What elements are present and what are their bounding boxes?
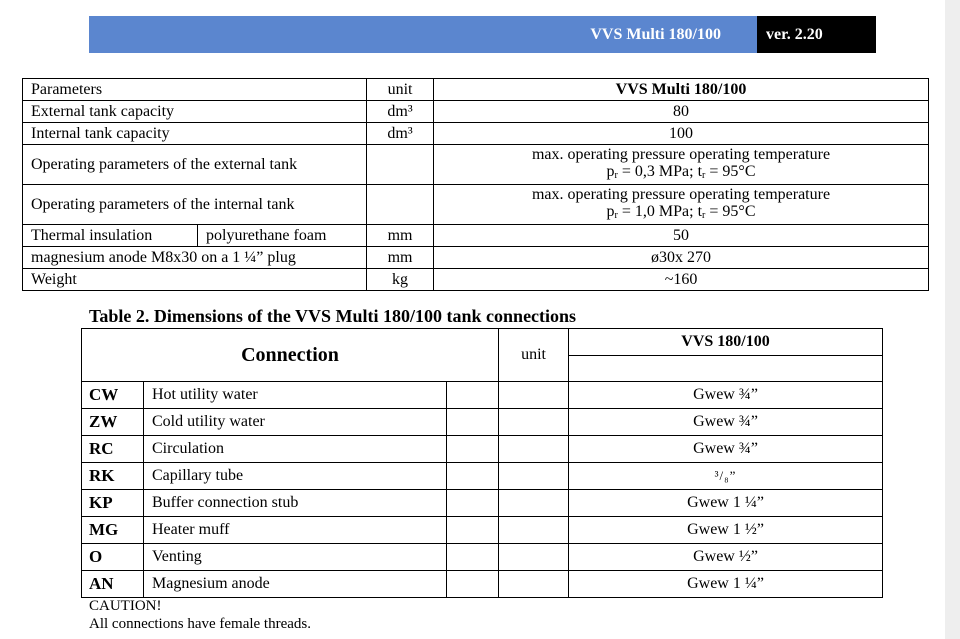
parameter-name: Thermal insulation	[23, 225, 198, 247]
table-row	[82, 571, 883, 598]
parameter-value: 50	[434, 225, 929, 247]
table-row	[82, 382, 883, 409]
model-header-blank	[569, 356, 883, 382]
table-row	[82, 436, 883, 463]
parameter-value	[434, 145, 929, 185]
parameter-name: magnesium anode M8x30 on a 1 ¼” plug	[23, 247, 367, 269]
table-row	[82, 544, 883, 571]
table-row	[82, 409, 883, 436]
table-row	[82, 463, 883, 490]
connection-name: Heater muff	[144, 517, 447, 544]
connection-size: Gwew ¾”	[569, 436, 883, 463]
parameter-unit: mm	[367, 225, 434, 247]
parameter-unit: kg	[367, 269, 434, 291]
connection-name: Capillary tube	[144, 463, 447, 490]
connection-size: Gwew 1 ¼”	[569, 490, 883, 517]
connection-code: KP	[82, 490, 144, 517]
table-row	[23, 123, 929, 145]
table-row	[82, 490, 883, 517]
connection-code: RC	[82, 436, 144, 463]
parameter-unit: mm	[367, 247, 434, 269]
page-edge	[945, 0, 960, 639]
table-row	[23, 247, 929, 269]
connection-size: Gwew ¾”	[569, 409, 883, 436]
connections-table	[81, 328, 883, 598]
caution-title: CAUTION!	[89, 598, 162, 614]
table-row	[23, 101, 929, 123]
parameter-name: Operating parameters of the external tank	[23, 145, 367, 185]
operating-labels: max. operating pressure operating temperature	[531, 185, 831, 203]
table-row	[23, 269, 929, 291]
parameter-name: External tank capacity	[23, 101, 367, 123]
connection-code: MG	[82, 517, 144, 544]
operating-labels: max. operating pressure operating temperature	[531, 145, 831, 163]
table-row	[23, 185, 929, 225]
parameter-value: ~160	[434, 269, 929, 291]
model-header: VVS 180/100	[569, 329, 883, 356]
parameter-value: 80	[434, 101, 929, 123]
connection-code: AN	[82, 571, 144, 598]
connection-size: Gwew 1 ¼”	[569, 571, 883, 598]
operating-values: $p_r = 0,3$ MPa; $t_r = 95^\circ C$	[606, 162, 756, 181]
connection-code: CW	[82, 382, 144, 409]
parameter-unit	[367, 145, 434, 185]
parameters-table	[22, 78, 929, 291]
parameter-name: Weight	[23, 269, 367, 291]
document-title: VVS Multi 180/100	[590, 25, 721, 43]
operating-values: $p_r = 1,0$ MPa; $t_r = 95^\circ C$	[606, 202, 756, 221]
connection-name: Magnesium anode	[144, 571, 447, 598]
connection-size: ³/₈”	[569, 463, 883, 490]
parameter-unit	[367, 185, 434, 225]
table-row	[23, 145, 929, 185]
version-label: ver. 2.20	[766, 25, 823, 43]
table-row	[23, 225, 929, 247]
connection-name: Buffer connection stub	[144, 490, 447, 517]
table-row	[82, 517, 883, 544]
parameter-name: Operating parameters of the internal tank	[23, 185, 367, 225]
connections-header-row	[82, 329, 883, 356]
parameter-value: 100	[434, 123, 929, 145]
insulation-material: polyurethane foam	[198, 225, 367, 247]
model-header: VVS Multi 180/100	[434, 79, 929, 101]
connection-name: Venting	[144, 544, 447, 571]
connection-size: Gwew ¾”	[569, 382, 883, 409]
caution-note	[89, 597, 311, 633]
connection-size: Gwew ½”	[569, 544, 883, 571]
connection-code: O	[82, 544, 144, 571]
connection-code: ZW	[82, 409, 144, 436]
connection-name: Circulation	[144, 436, 447, 463]
table-caption: Table 2. Dimensions of the VVS Multi 180/100 tank connections	[89, 306, 577, 326]
parameter-value	[434, 185, 929, 225]
parameter-unit: dm³	[367, 123, 434, 145]
version-badge	[757, 16, 876, 53]
connection-size: Gwew 1 ½”	[569, 517, 883, 544]
parameter-unit: dm³	[367, 101, 434, 123]
unit-header: unit	[499, 329, 569, 382]
connection-code: RK	[82, 463, 144, 490]
unit-header: unit	[367, 79, 434, 101]
parameter-value: ø30x 270	[434, 247, 929, 269]
connection-name: Cold utility water	[144, 409, 447, 436]
connection-name: Hot utility water	[144, 382, 447, 409]
document-title-banner	[89, 16, 757, 53]
parameter-name: Internal tank capacity	[23, 123, 367, 145]
parameters-header-row	[23, 79, 929, 101]
parameters-header: Parameters	[23, 79, 367, 101]
connection-header: Connection	[82, 329, 499, 382]
caution-text: All connections have female threads.	[89, 616, 311, 632]
